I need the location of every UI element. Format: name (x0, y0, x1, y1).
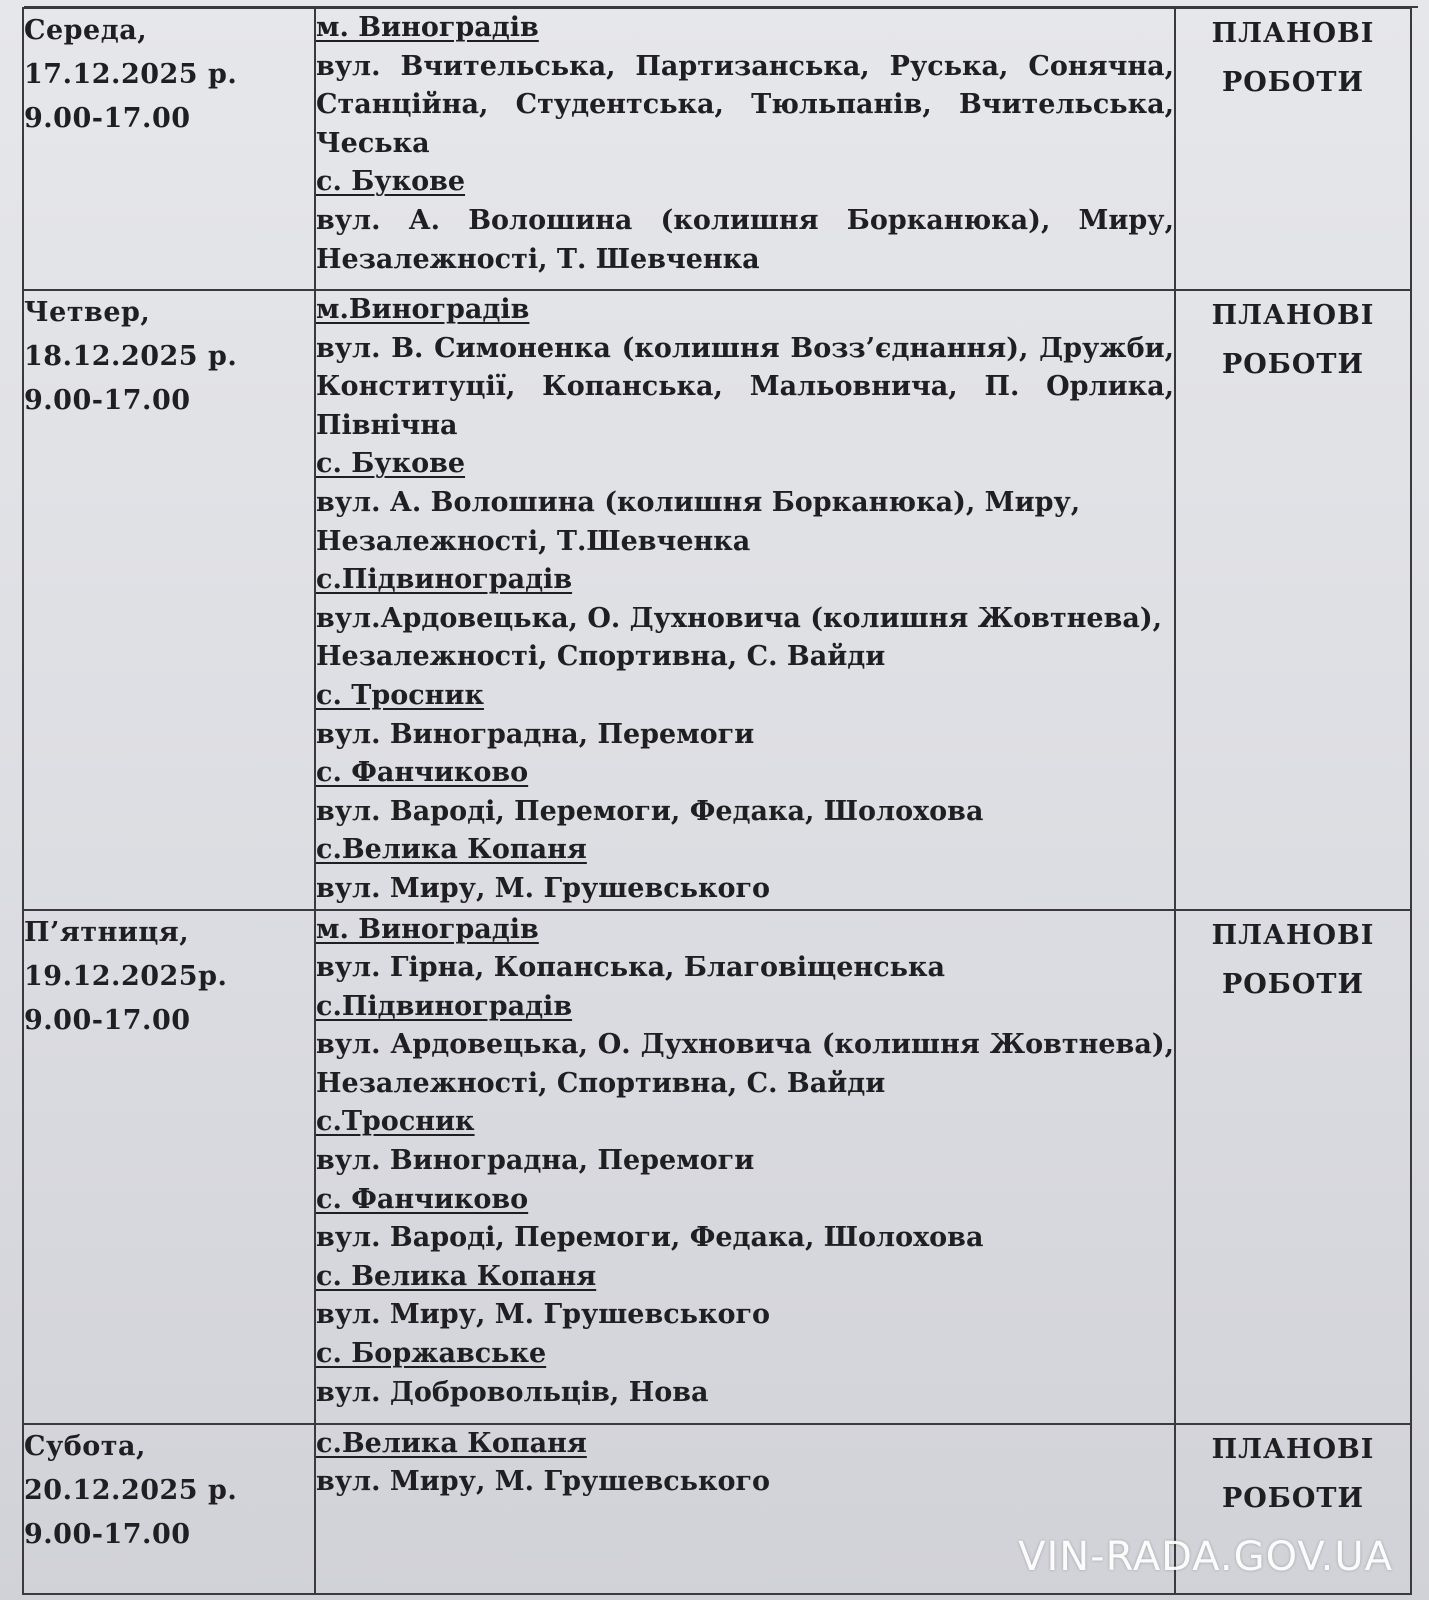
settlement-name: с.Велика Копаня (316, 1427, 587, 1459)
date-label: 20.12.2025 р. (24, 1474, 238, 1506)
settlement-name: с.Велика Копаня (316, 834, 587, 866)
street-list: вул. Миру, М. Грушевського (316, 872, 771, 904)
places-cell (315, 8, 1175, 290)
schedule-row-thursday (23, 290, 1411, 910)
street-list: вул. Добровольців, Нова (316, 1376, 709, 1408)
street-list: вул. Миру, М. Грушевського (316, 1466, 771, 1498)
time-label: 9.00-17.00 (24, 1004, 191, 1036)
day-label: Четвер, (24, 297, 151, 328)
street-list: вул. Миру, М. Грушевського (316, 1299, 771, 1331)
schedule-row-wednesday (23, 8, 1411, 290)
settlement-name: с. Букове (316, 448, 466, 480)
day-label: Субота, (24, 1430, 146, 1462)
street-list: вул. В. Симоненка (колишня Возз’єднання), Дружби, Конституції, Копанська, Мальовнича, П. Орлика, Північна (316, 332, 1174, 441)
work-type-line: ПЛАНОВІ (1211, 300, 1375, 331)
outage-schedule-table (22, 7, 1412, 1595)
street-list: вул. Виноградна, Перемоги (316, 1145, 755, 1177)
street-list: вул. Вчительська, Партизанська, Руська, Сонячна, Станційна, Студентська, Тюльпанів, Вчительська, Чеська (316, 50, 1174, 159)
time-label: 9.00-17.00 (24, 385, 191, 416)
work-type-line: РОБОТИ (1221, 349, 1364, 380)
work-type-line: ПЛАНОВІ (1211, 919, 1375, 951)
settlement-name: с. Боржавське (316, 1338, 547, 1370)
street-list: вул. А. Волошина (колишня Борканюка), Миру, Незалежності, Т.Шевченка (316, 486, 1081, 557)
settlement-name: с. Тросник (316, 679, 484, 711)
settlement-name: с. Фанчиково (316, 1183, 529, 1215)
time-label: 9.00-17.00 (24, 1518, 191, 1550)
places-cell (315, 290, 1175, 910)
street-list: вул. Вароді, Перемоги, Федака, Шолохова (316, 1222, 984, 1254)
street-list: вул. Вароді, Перемоги, Федака, Шолохова (316, 795, 984, 827)
date-label: 19.12.2025р. (24, 960, 228, 992)
settlement-name: м. Виноградів (316, 913, 539, 945)
work-type-line: РОБОТИ (1221, 67, 1364, 98)
work-type-cell (1175, 8, 1411, 290)
work-type-line: ПЛАНОВІ (1211, 18, 1375, 49)
date-cell (23, 290, 315, 910)
settlement-name: с.Тросник (316, 1106, 475, 1138)
street-list: вул. Ардовецька, О. Духновича (колишня Жовтнева), Незалежності, Спортивна, С. Вайди (316, 1029, 1174, 1099)
work-type-cell (1175, 910, 1411, 1424)
date-label: 17.12.2025 р. (24, 59, 238, 90)
street-list: вул. А. Волошина (колишня Борканюка), Миру, Незалежності, Т. Шевченка (316, 204, 1174, 275)
day-label: П’ятниця, (24, 916, 190, 948)
date-cell (23, 8, 315, 290)
settlement-name: с.Підвиноградів (316, 990, 573, 1022)
schedule-row-friday (23, 910, 1411, 1424)
date-label: 18.12.2025 р. (24, 341, 238, 372)
date-cell (23, 910, 315, 1424)
street-list: вул. Гірна, Копанська, Благовіщенська (316, 952, 945, 984)
settlement-name: м. Виноградів (316, 12, 539, 43)
street-list: вул.Ардовецька, О. Духновича (колишня Жовтнева), Незалежності, Спортивна, С. Вайди (316, 602, 1163, 673)
site-watermark: VIN-RADA.GOV.UA (1018, 1534, 1393, 1580)
work-type-cell (1175, 290, 1411, 910)
date-cell (23, 1424, 315, 1594)
settlement-name: с. Букове (316, 166, 466, 198)
work-type-line: РОБОТИ (1221, 1482, 1364, 1514)
settlement-name: с. Велика Копаня (316, 1260, 597, 1292)
places-cell (315, 910, 1175, 1424)
settlement-name: с.Підвиноградів (316, 564, 573, 596)
street-list: вул. Виноградна, Перемоги (316, 718, 755, 750)
work-type-line: РОБОТИ (1221, 968, 1364, 1000)
day-label: Середа, (24, 15, 148, 46)
time-label: 9.00-17.00 (24, 103, 191, 134)
settlement-name: м.Виноградів (316, 294, 530, 325)
work-type-line: ПЛАНОВІ (1211, 1433, 1375, 1465)
settlement-name: с. Фанчиково (316, 757, 529, 789)
